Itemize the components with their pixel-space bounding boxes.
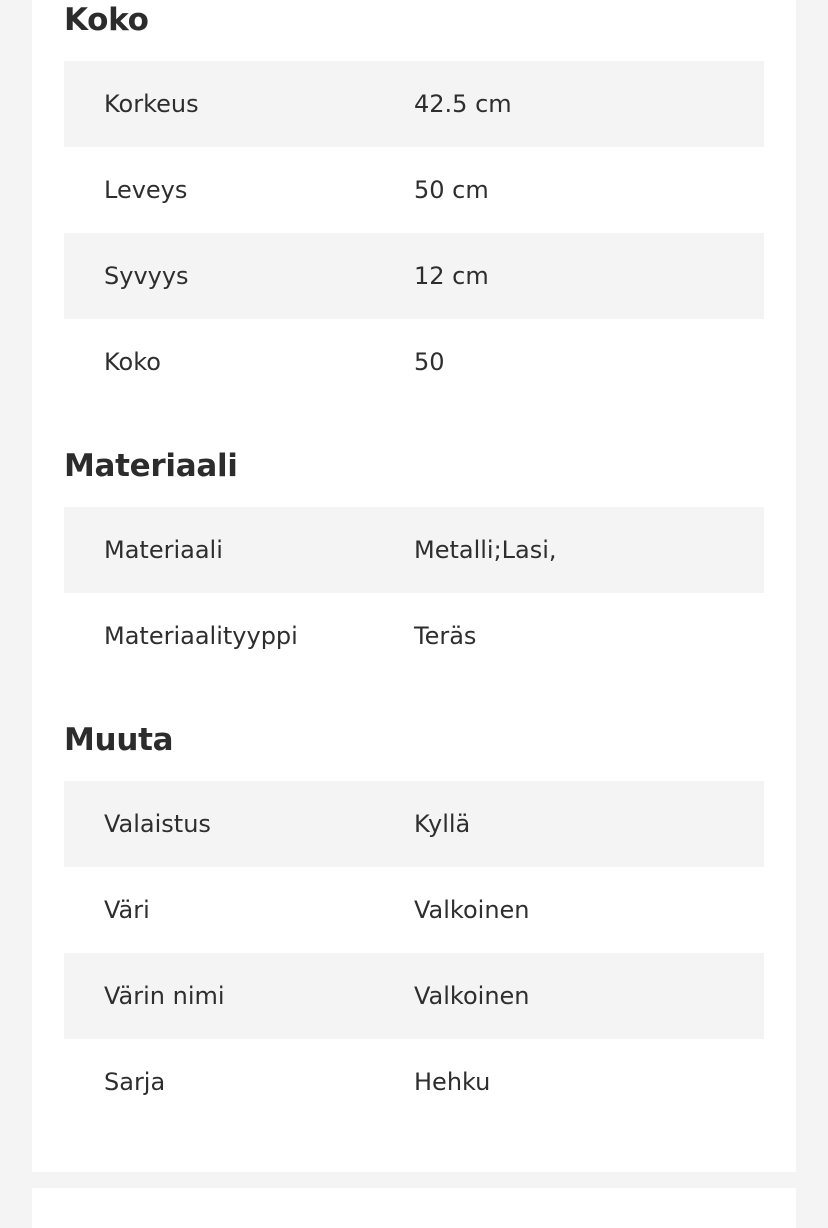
spec-value: 50 cm: [414, 176, 489, 204]
product-specs-card: [32, 0, 796, 1172]
spec-row: [64, 319, 764, 405]
spec-value: Teräs: [414, 622, 477, 650]
spec-row: [64, 1039, 764, 1125]
spec-table-koko: [64, 61, 764, 405]
spec-row: [64, 507, 764, 593]
spec-value: Valkoinen: [414, 982, 530, 1010]
spec-label: Materiaalityyppi: [104, 622, 298, 650]
spec-row: [64, 781, 764, 867]
spec-row: [64, 953, 764, 1039]
next-card: [32, 1188, 796, 1228]
spec-label: Valaistus: [104, 810, 211, 838]
section-title-koko: Koko: [64, 2, 149, 38]
spec-row: [64, 593, 764, 679]
spec-value: Kyllä: [414, 810, 471, 838]
spec-value: 42.5 cm: [414, 90, 512, 118]
spec-row: [64, 61, 764, 147]
spec-row: [64, 147, 764, 233]
spec-label: Materiaali: [104, 536, 223, 564]
spec-label: Leveys: [104, 176, 188, 204]
spec-label: Korkeus: [104, 90, 199, 118]
section-title-muuta: Muuta: [64, 722, 174, 758]
section-title-materiaali: Materiaali: [64, 448, 238, 484]
spec-label: Syvyys: [104, 262, 189, 290]
spec-row: [64, 867, 764, 953]
spec-value: Hehku: [414, 1068, 491, 1096]
spec-value: Valkoinen: [414, 896, 530, 924]
spec-label: Sarja: [104, 1068, 166, 1096]
spec-value: Metalli;Lasi,: [414, 536, 557, 564]
spec-table-materiaali: [64, 507, 764, 679]
spec-table-muuta: [64, 781, 764, 1125]
spec-row: [64, 233, 764, 319]
spec-value: 12 cm: [414, 262, 489, 290]
spec-label: Koko: [104, 348, 161, 376]
spec-label: Värin nimi: [104, 982, 225, 1010]
spec-value: 50: [414, 348, 445, 376]
spec-label: Väri: [104, 896, 150, 924]
